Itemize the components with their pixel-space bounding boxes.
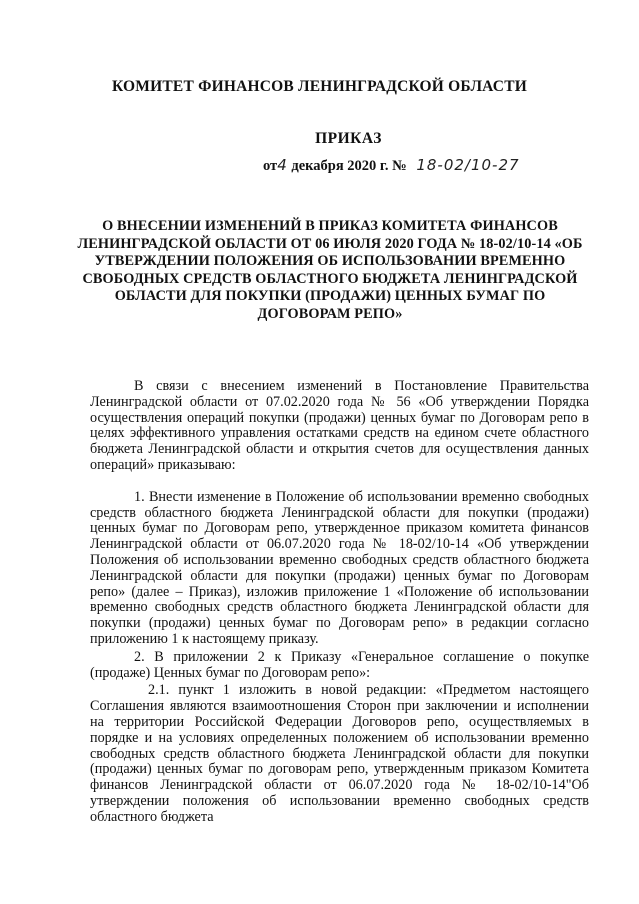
item-2-1-paragraph: 2.1. пункт 1 изложить в новой редакции: «Предметом настоящего Соглашения являются взаимоотношения Сторон при заключении и исполнении на территории Российской Федерации Договоров репо, осуществляемых в порядке и на условиях определенных положением об использовании временно свободных средств областного бюджета Ленинградской области для покупки (продажи) ценных бумаг по договорам репо, утвержденным приказом Комитета финансов Ленинградской области от 06.07.2020 года № 18-02/10-14"Об утверждении положения об использовании временно свободных средств областного бюджета [90, 682, 589, 825]
preamble-paragraph: В связи с внесением изменений в Постановление Правительства Ленинградской области от 07.02.2020 года № 56 «Об утверждении Порядка осуществления операций покупки (продажи) ценных бумаг по Договорам репо в целях эффективного управления остатками средств на едином счете областного бюджета Ленинградской области и открытия счетов для осуществления данных операций» приказываю: [90, 378, 589, 473]
document-body [90, 379, 589, 826]
bottom-margin [0, 896, 639, 904]
document-type: ПРИКАЗ [315, 130, 382, 147]
item-1-paragraph: 1. Внести изменение в Положение об использовании временно свободных средств областного бюджета Ленинградской области для покупки (продажи) ценных бумаг по Договорам репо, утвержденное приказом комитета финансов Ленинградской области от 06.07.2020 года № 18-02/10-14 «Об утверждении Положения об использовании временно свободных средств областного бюджета Ленинградской области для покупки (продажи) ценных бумаг по Договорам репо» (далее – Приказ), изложив приложение 1 «Положение об использовании временно свободных средств областного бюджета Ленинградской области для покупки (продажи) ценных бумаг по Договорам репо» в редакции согласно приложению 1 к настоящему приказу. [90, 488, 589, 647]
item-2-paragraph: 2. В приложении 2 к Приказу «Генеральное соглашение о покупке (продаже) Ценных бумаг по Договорам репо»: [90, 648, 589, 681]
date-line [263, 156, 520, 175]
date-prefix: от [263, 158, 278, 174]
organization-name: КОМИТЕТ ФИНАНСОВ ЛЕНИНГРАДСКОЙ ОБЛАСТИ [112, 78, 527, 95]
date-rest: декабря 2020 г. № [291, 158, 407, 174]
handwritten-day: 4 [277, 156, 288, 174]
document-title: О ВНЕСЕНИИ ИЗМЕНЕНИЙ В ПРИКАЗ КОМИТЕТА ФИНАНСОВ ЛЕНИНГРАДСКОЙ ОБЛАСТИ ОТ 06 ИЮЛЯ 2020 ГОДА № 18-02/10-14 «ОБ УТВЕРЖДЕНИИ ПОЛОЖЕНИЯ ОБ ИСПОЛЬЗОВАНИИ ВРЕМЕННО СВОБОДНЫХ СРЕДСТВ ОБЛАСТНОГО БЮДЖЕТА ЛЕНИНГРАДСКОЙ ОБЛАСТИ ДЛЯ ПОКУПКИ (ПРОДАЖИ) ЦЕННЫХ БУМАГ ПО ДОГОВОРАМ РЕПО» [77, 218, 583, 322]
handwritten-number: 18-02/10-27 [416, 156, 520, 174]
